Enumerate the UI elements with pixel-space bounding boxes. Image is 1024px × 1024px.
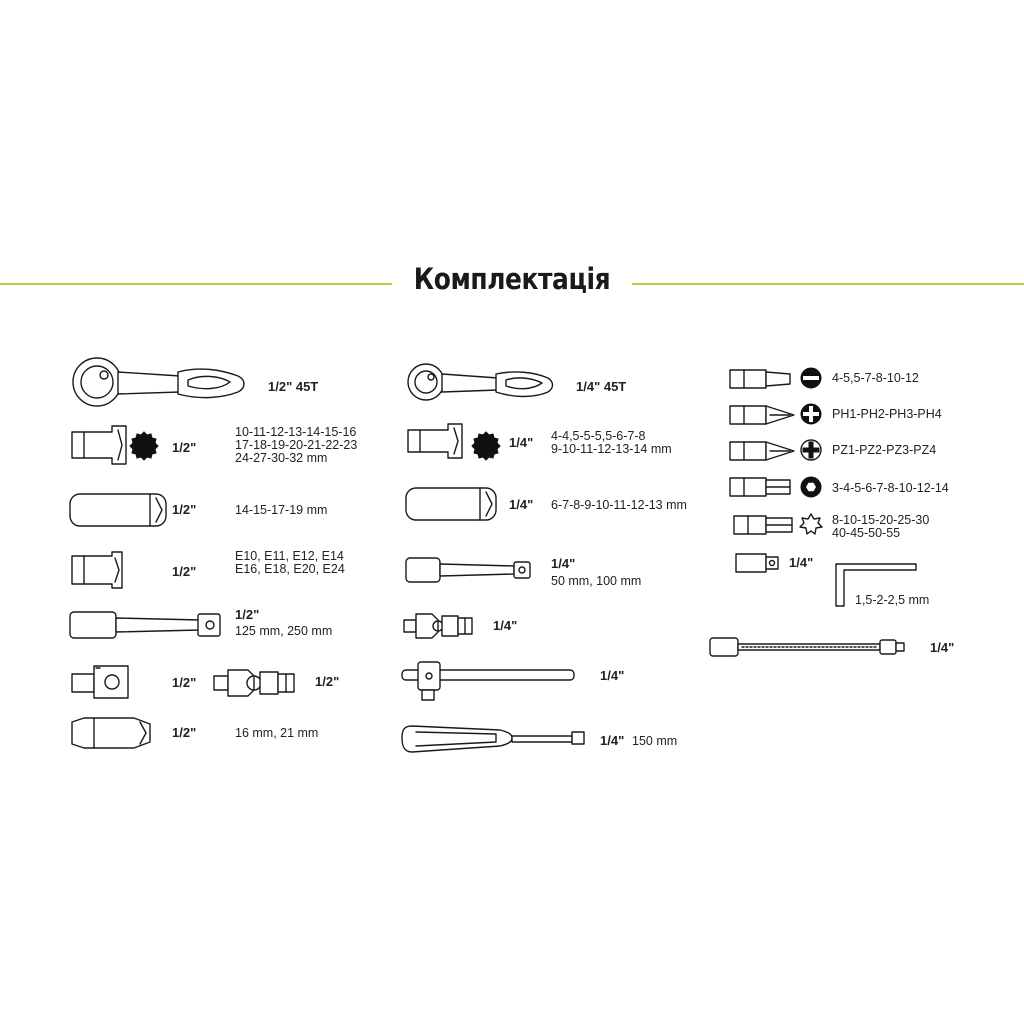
pozidriv-bits-sizes: PZ1-PZ2-PZ3-PZ4 <box>832 443 937 457</box>
deep-socket-quarter-inch-drive: 1/4" <box>509 497 534 512</box>
screwdriver-quarter-inch-drive: 1/4" <box>600 733 625 748</box>
extension-bar-quarter-inch-icon <box>406 558 530 582</box>
torx-socket-sizes-1: E10, E11, E12, E14 <box>235 549 344 563</box>
deep-socket-quarter-inch-icon <box>406 488 496 520</box>
hex-bits-sizes: 3-4-5-6-7-8-10-12-14 <box>832 481 949 495</box>
torx-socket-half-inch-icon <box>72 552 122 588</box>
ujoint-half-inch-drive: 1/2" <box>315 674 340 689</box>
screwdriver-handle-quarter-inch-icon <box>402 726 584 752</box>
socket-quarter-inch-icon <box>408 424 462 458</box>
extension-bar-half-inch-icon <box>70 612 220 638</box>
extension-half-inch-drive: 1/2" <box>235 607 260 622</box>
torx-socket-sizes-2: E16, E18, E20, E24 <box>235 562 345 576</box>
page-title: Комплектація <box>413 262 611 296</box>
ratchet-half-inch-icon <box>73 358 244 406</box>
spark-socket-half-inch-drive: 1/2" <box>172 725 197 740</box>
socket-quarter-sizes-2: 9-10-11-12-13-14 mm <box>551 442 672 456</box>
spark-socket-half-inch-sizes: 16 mm, 21 mm <box>235 726 319 740</box>
deep-socket-half-inch-sizes: 14-15-17-19 mm <box>235 503 328 517</box>
socket-12-point-profile-icon <box>130 432 158 460</box>
torx-bit-icon <box>734 514 822 534</box>
universal-joint-quarter-inch-icon <box>404 614 472 638</box>
torx-bits-sizes-1: 8-10-15-20-25-30 <box>832 513 930 527</box>
extension-half-inch-sizes: 125 mm, 250 mm <box>235 624 333 638</box>
socket-half-inch-sizes-1: 10-11-12-13-14-15-16 <box>235 425 357 439</box>
slotted-bit-icon <box>730 368 821 388</box>
slotted-bits-sizes: 4-5,5-7-8-10-12 <box>832 371 919 385</box>
universal-joint-half-inch-icon <box>214 670 294 696</box>
bit-adapter-quarter-inch-drive: 1/4" <box>789 555 814 570</box>
t-bar-quarter-inch-drive: 1/4" <box>600 668 625 683</box>
torx-socket-half-inch-drive: 1/2" <box>172 564 197 579</box>
t-bar-quarter-inch-icon <box>402 662 574 700</box>
flex-extension-quarter-inch-drive: 1/4" <box>930 640 955 655</box>
phillips-bit-icon <box>730 404 821 424</box>
adapter-half-inch-drive: 1/2" <box>172 675 197 690</box>
hex-bit-icon <box>730 477 821 497</box>
socket-quarter-profile-icon <box>472 432 500 460</box>
socket-half-inch-drive: 1/2" <box>172 440 197 455</box>
socket-quarter-inch-drive: 1/4" <box>509 435 534 450</box>
extension-quarter-inch-drive: 1/4" <box>551 556 576 571</box>
socket-half-inch-sizes-2: 17-18-19-20-21-22-23 <box>235 438 358 452</box>
socket-half-inch-icon <box>72 426 126 464</box>
bit-adapter-quarter-inch-icon <box>736 554 778 572</box>
deep-socket-half-inch-drive: 1/2" <box>172 502 197 517</box>
pozidriv-bit-icon <box>730 440 821 460</box>
ratchet-half-inch-label: 1/2" 45T <box>268 379 319 394</box>
extension-quarter-inch-sizes: 50 mm, 100 mm <box>551 574 642 588</box>
ratchet-quarter-inch-label: 1/4" 45T <box>576 379 627 394</box>
deep-socket-quarter-inch-sizes: 6-7-8-9-10-11-12-13 mm <box>551 498 687 512</box>
spark-plug-socket-half-inch-icon <box>72 718 150 748</box>
screwdriver-size: 150 mm <box>632 734 678 748</box>
deep-socket-half-inch-icon <box>70 494 166 526</box>
ratchet-quarter-inch-icon <box>408 364 553 400</box>
adapter-half-inch-icon <box>72 666 128 698</box>
flexible-extension-quarter-inch-icon <box>710 638 904 656</box>
socket-quarter-sizes-1: 4-4,5-5-5,5-6-7-8 <box>551 429 646 443</box>
torx-bits-sizes-2: 40-45-50-55 <box>832 526 901 540</box>
hex-keys-sizes: 1,5-2-2,5 mm <box>855 593 930 607</box>
ujoint-quarter-inch-drive: 1/4" <box>493 618 518 633</box>
phillips-bits-sizes: PH1-PH2-PH3-PH4 <box>832 407 942 421</box>
socket-half-inch-sizes-3: 24-27-30-32 mm <box>235 451 328 465</box>
